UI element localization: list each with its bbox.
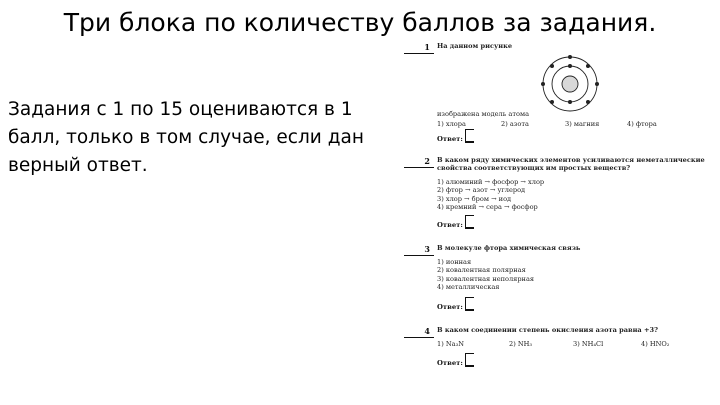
question-4 xyxy=(400,326,712,386)
question-number: 1 xyxy=(402,42,430,52)
question-number: 2 xyxy=(402,156,430,166)
answer-label: Ответ: xyxy=(437,359,463,367)
option-4: 4) кремний → сера → фосфор xyxy=(437,202,538,211)
option-4: 4) металлическая xyxy=(437,282,500,291)
option-1: 1) хлора xyxy=(437,120,466,128)
options-list xyxy=(437,178,697,211)
option-2: 2) фтор → азот → углерод xyxy=(437,186,526,195)
option-3: 3) магния xyxy=(565,120,600,128)
option-3: 3) NH₄Cl xyxy=(573,340,604,348)
answer-field xyxy=(437,134,463,144)
option-1: 1) ионная xyxy=(437,258,472,266)
option-3: 3) хлор → бром → иод xyxy=(437,194,512,203)
option-1: 1) Na₃N xyxy=(437,340,464,348)
question-3 xyxy=(400,244,712,318)
answer-label: Ответ: xyxy=(437,221,463,229)
option-3: 3) ковалентная неполярная xyxy=(437,274,535,283)
slide-body-text xyxy=(8,96,386,180)
question-number: 3 xyxy=(402,244,430,254)
question-text: В молекуле фтора химическая связь xyxy=(437,244,581,252)
option-2: 2) NH₃ xyxy=(509,340,533,348)
option-4: 4) фтора xyxy=(627,120,657,128)
question-text-continued: изображена модель атома xyxy=(437,110,530,118)
question-1 xyxy=(400,42,712,148)
option-4: 4) HNO₂ xyxy=(641,340,670,348)
body-paragraph: Задания с 1 по 15 оцениваются в 1 балл, только в том случае, если дан верный ответ. xyxy=(8,99,364,176)
answer-field xyxy=(437,302,463,312)
atom-model-figure xyxy=(540,54,600,114)
option-1: 1) алюминий → фосфор → хлор xyxy=(437,178,545,186)
slide-title: Три блока по количеству баллов за задания. xyxy=(63,8,657,37)
answer-field xyxy=(437,358,463,368)
worksheet-image xyxy=(400,38,712,400)
question-text: На данном рисунке xyxy=(437,42,513,50)
question-text: В каком ряду химических элементов усиливаются неметаллические свойства соответствующих им простых веществ? xyxy=(437,156,705,172)
question-2 xyxy=(400,156,712,238)
options-list xyxy=(437,258,697,291)
option-2: 2) ковалентная полярная xyxy=(437,266,526,275)
question-number: 4 xyxy=(402,326,430,336)
answer-label: Ответ: xyxy=(437,135,463,143)
answer-label: Ответ: xyxy=(437,303,463,311)
option-2: 2) азота xyxy=(501,120,529,128)
options-row xyxy=(437,120,697,129)
options-row xyxy=(437,340,697,349)
question-text: В каком соединении степень окисления азота равна +3? xyxy=(437,326,658,334)
answer-field xyxy=(437,220,463,230)
